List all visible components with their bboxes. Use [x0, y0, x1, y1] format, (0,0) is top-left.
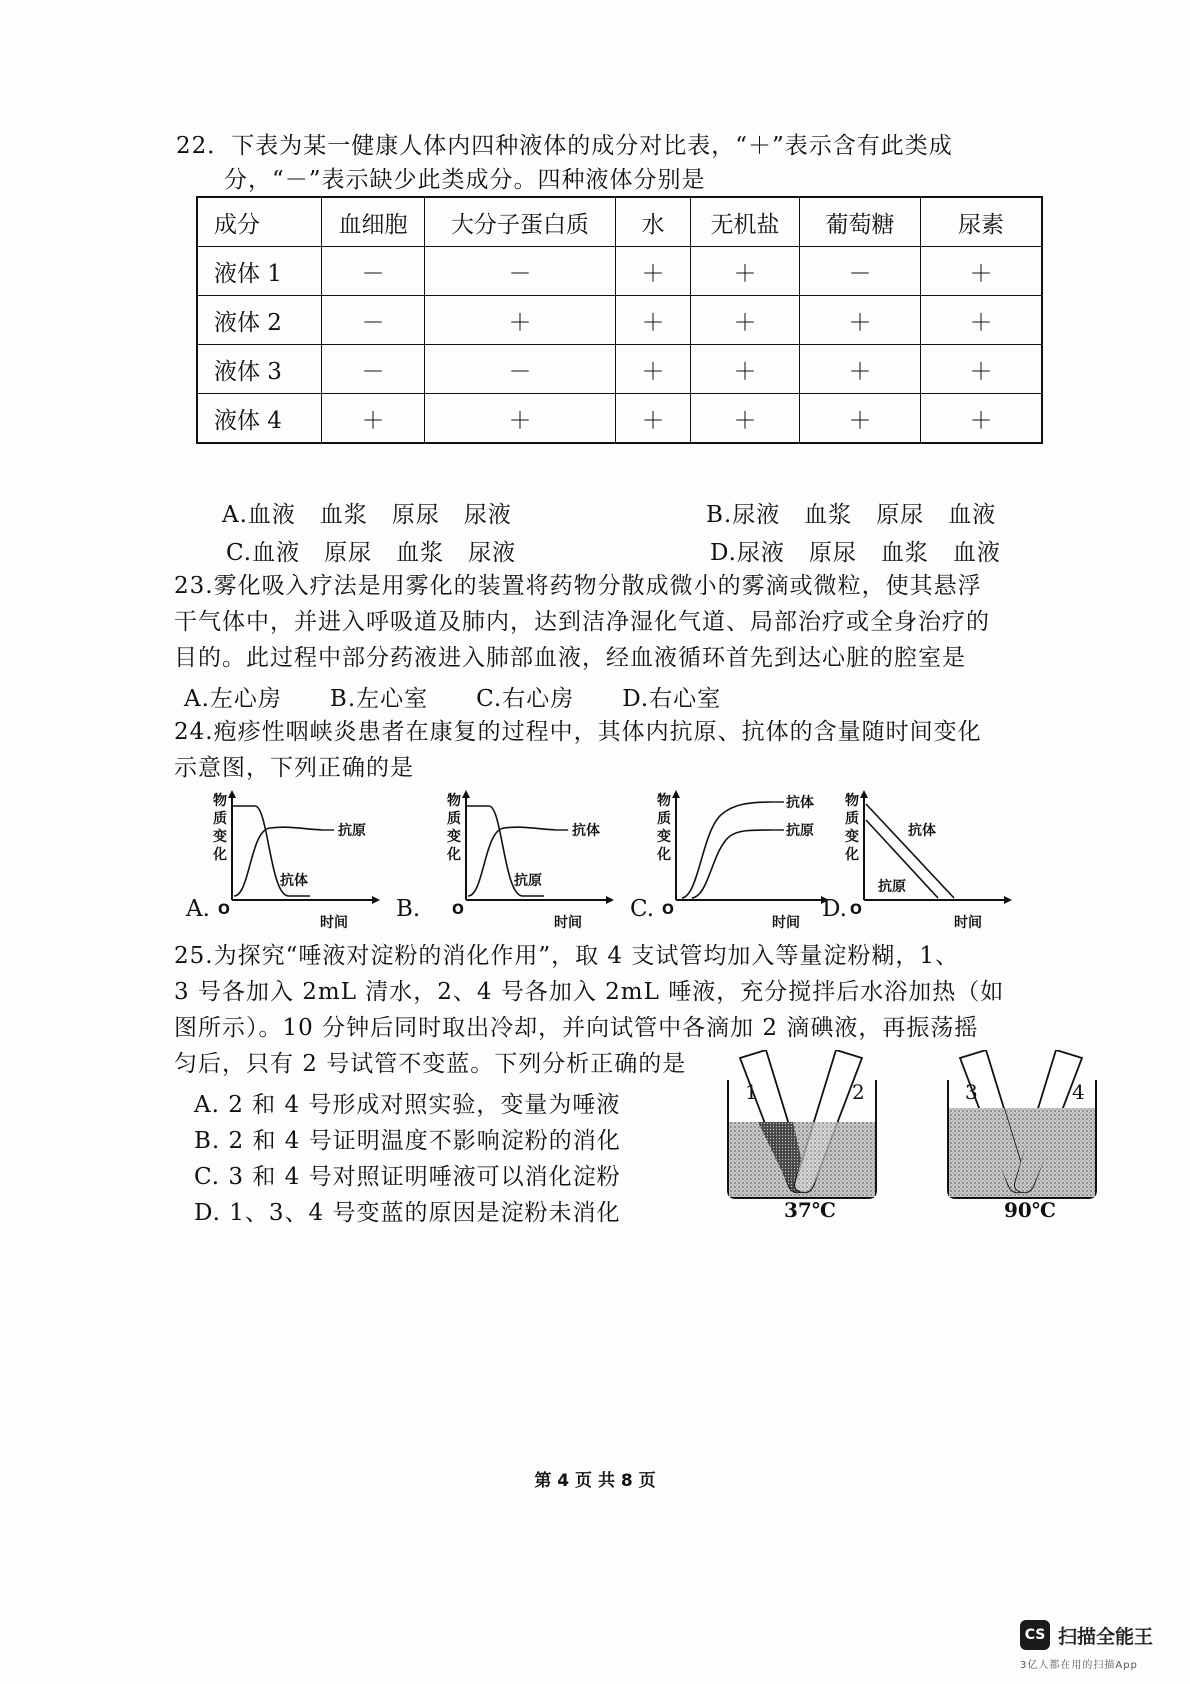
table-cell: ＋: [800, 345, 921, 394]
q25-option-d: D. 1、3、4 号变蓝的原因是淀粉未消化: [194, 1200, 621, 1226]
graph-a: [210, 790, 380, 931]
table-cell: 液体 2: [197, 296, 322, 345]
y-axis-char: 质: [213, 811, 227, 827]
beaker-37: [728, 1050, 876, 1198]
q23-stem-line3: 目的。此过程中部分药液进入肺部血液，经血液循环首先到达心脏的腔室是: [174, 645, 966, 671]
y-axis-char: 变: [447, 829, 461, 845]
y-axis-char: 质: [447, 811, 461, 827]
antigen-label: 抗原: [786, 823, 814, 839]
antibody-label: 抗体: [908, 823, 936, 839]
q24-stem-line1: 24.疱疹性咽峡炎患者在康复的过程中，其体内抗原、抗体的含量随时间变化: [174, 719, 982, 745]
antigen-label: 抗原: [514, 873, 542, 889]
y-axis-char: 变: [657, 829, 671, 845]
y-axis-char: 化: [845, 847, 859, 863]
graph-d-plot: [842, 790, 1012, 920]
camscanner-logo: CS: [1020, 1620, 1050, 1650]
table-cell: ＋: [921, 394, 1043, 444]
scanner-watermark: [1020, 1620, 1170, 1674]
table-header-cell: 水: [616, 197, 691, 247]
table-cell: ＋: [921, 247, 1043, 296]
table-row: [197, 296, 1042, 345]
beaker-90: [948, 1050, 1096, 1198]
tube-2-label: 2: [852, 1080, 865, 1104]
q22-option-b: B.尿液 血浆 原尿 血液: [706, 502, 997, 528]
origin-label: O: [662, 902, 674, 918]
water-bath-illustration: [718, 1050, 1138, 1220]
table-header-row: [197, 197, 1042, 247]
table-header-cell: 血细胞: [322, 197, 425, 247]
y-axis-char: 化: [657, 847, 671, 863]
graph-a-letter: A.: [186, 896, 210, 922]
table-cell: ＋: [691, 345, 800, 394]
table-row: [197, 394, 1042, 444]
graph-c-letter: C.: [630, 896, 655, 922]
q25-stem-line4: 匀后，只有 2 号试管不变蓝。下列分析正确的是: [174, 1051, 687, 1077]
x-axis-label: 时间: [554, 915, 582, 931]
table-cell: －: [425, 247, 616, 296]
table-cell: ＋: [800, 394, 921, 444]
y-axis-char: 化: [213, 847, 227, 863]
table-cell: －: [322, 345, 425, 394]
q25-stem-line2: 3 号各加入 2mL 清水，2、4 号各加入 2mL 唾液，充分搅拌后水浴加热（如: [174, 979, 1005, 1005]
q23-stem-line1: 23.雾化吸入疗法是用雾化的装置将药物分散成微小的雾滴或微粒，使其悬浮: [174, 573, 982, 599]
table-cell: －: [800, 247, 921, 296]
antibody-label: 抗体: [280, 873, 308, 889]
q25-stem-line3: 图所示）。10 分钟后同时取出冷却，并向试管中各滴加 2 滴碘液，再振荡摇: [174, 1015, 979, 1041]
graph-b-letter: B.: [396, 896, 421, 922]
y-axis-label: [656, 792, 672, 864]
q22-stem-line2: 分，“－”表示缺少此类成分。四种液体分别是: [224, 167, 706, 193]
table-cell: ＋: [322, 394, 425, 444]
origin-label: O: [218, 902, 230, 918]
tube-1-label: 1: [745, 1080, 758, 1104]
watermark-subtitle: 3亿人都在用的扫描App: [1020, 1660, 1138, 1671]
table-cell: ＋: [691, 296, 800, 345]
q25-option-c: C. 3 和 4 号对照证明唾液可以消化淀粉: [194, 1164, 621, 1190]
y-axis-char: 变: [213, 829, 227, 845]
table-header-cell: 成分: [197, 197, 322, 247]
table-cell: ＋: [921, 345, 1043, 394]
q23-stem-line2: 干气体中，并进入呼吸道及肺内，达到洁净湿化气道、局部治疗或全身治疗的: [174, 609, 990, 635]
watermark-name: 扫描全能王: [1058, 1626, 1154, 1648]
graph-d-letter: D.: [822, 896, 847, 922]
table-cell: ＋: [800, 296, 921, 345]
graph-b-plot: [444, 790, 614, 920]
origin-label: O: [850, 902, 862, 918]
table-cell: ＋: [425, 394, 616, 444]
y-axis-char: 质: [657, 811, 671, 827]
y-axis-char: 质: [845, 811, 859, 827]
q22-option-d: D.尿液 原尿 血浆 血液: [710, 540, 1001, 566]
table-cell: ＋: [616, 394, 691, 444]
q25-option-b: B. 2 和 4 号证明温度不影响淀粉的消化: [194, 1128, 621, 1154]
table-cell: －: [322, 247, 425, 296]
table-cell: ＋: [616, 345, 691, 394]
y-axis-char: 物: [657, 793, 671, 809]
page-footer: 第 4 页 共 8 页: [534, 1471, 656, 1491]
table-cell: ＋: [691, 247, 800, 296]
y-axis-char: 化: [447, 847, 461, 863]
q22-option-c: C.血液 原尿 血浆 尿液: [226, 540, 517, 566]
y-axis-label: [212, 792, 228, 864]
y-axis-char: 变: [845, 829, 859, 845]
table-cell: ＋: [616, 296, 691, 345]
table-cell: －: [322, 296, 425, 345]
y-axis-char: 物: [447, 793, 461, 809]
table-cell: ＋: [691, 394, 800, 444]
x-axis-label: 时间: [320, 915, 348, 931]
q24-stem-line2: 示意图，下列正确的是: [174, 755, 414, 781]
q23-options: A.左心房 B.左心室 C.右心房 D.右心室: [184, 686, 722, 712]
table-cell: 液体 3: [197, 345, 322, 394]
tube-4-label: 4: [1072, 1080, 1085, 1104]
table-cell: ＋: [921, 296, 1043, 345]
antibody-curve: [682, 802, 772, 898]
table-cell: ＋: [425, 296, 616, 345]
table-header-cell: 尿素: [921, 197, 1043, 247]
table-header-cell: 无机盐: [691, 197, 800, 247]
graph-c: [654, 790, 834, 931]
table-row: [197, 247, 1042, 296]
x-axis-label: 时间: [772, 915, 800, 931]
table-cell: 液体 4: [197, 394, 322, 444]
table-header-cell: 葡萄糖: [800, 197, 921, 247]
q22-stem-line1: 22．下表为某一健康人体内四种液体的成分对比表，“＋”表示含有此类成: [176, 133, 953, 159]
q25-option-a: A. 2 和 4 号形成对照实验，变量为唾液: [194, 1092, 621, 1118]
table-row: [197, 345, 1042, 394]
y-axis-label: [446, 792, 462, 864]
y-axis-char: 物: [213, 793, 227, 809]
table-cell: ＋: [616, 247, 691, 296]
antigen-label: 抗原: [338, 823, 366, 839]
q22-option-a: A.血液 血浆 原尿 尿液: [222, 502, 512, 528]
graph-d: [842, 790, 1012, 931]
antigen-curve: [692, 830, 772, 898]
origin-label: O: [452, 902, 464, 918]
graph-b: [444, 790, 614, 931]
table-header-cell: 大分子蛋白质: [425, 197, 616, 247]
table-cell: 液体 1: [197, 247, 322, 296]
table-cell: －: [425, 345, 616, 394]
antibody-label: 抗体: [572, 823, 600, 839]
x-axis-label: 时间: [954, 915, 982, 931]
beaker-37-temp: 37℃: [784, 1198, 836, 1222]
graph-a-plot: [210, 790, 380, 920]
beaker-90-temp: 90℃: [1004, 1198, 1056, 1222]
y-axis-label: [844, 792, 860, 864]
q25-stem-line1: 25.为探究“唾液对淀粉的消化作用”，取 4 支试管均加入等量淀粉糊，1、: [174, 943, 959, 969]
tube-3-label: 3: [965, 1080, 978, 1104]
y-axis-char: 物: [845, 793, 859, 809]
antibody-label: 抗体: [786, 795, 814, 811]
antigen-label: 抗原: [878, 879, 906, 895]
fluid-composition-table: [196, 196, 1043, 444]
